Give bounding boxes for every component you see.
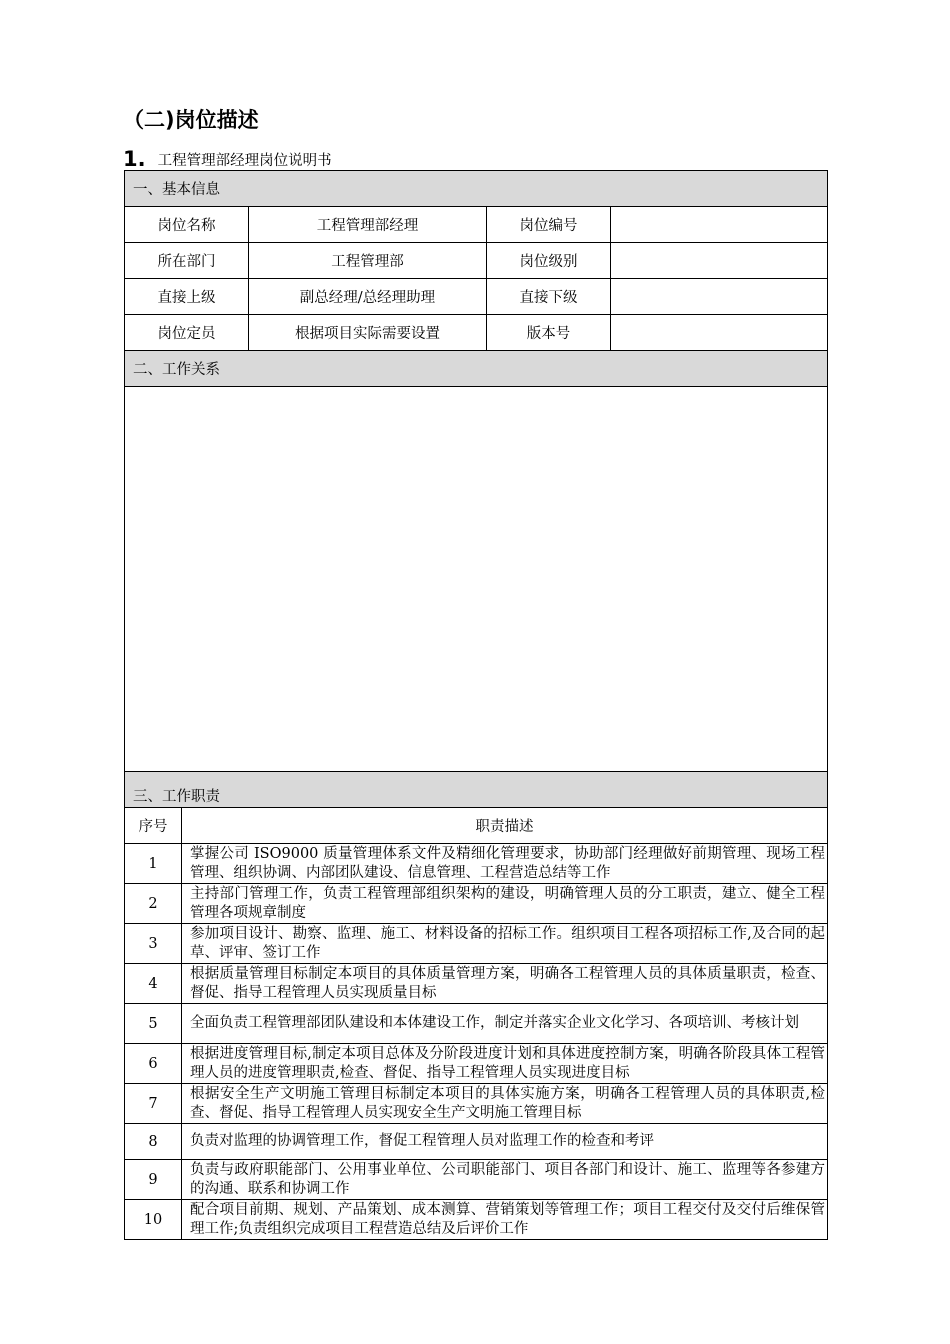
duty-text: 负责与政府职能部门、公用事业单位、公司职能部门、项目各部门和设计、施工、监理等各参建方的沟通、联系和协调工作 xyxy=(182,1160,828,1200)
duty-no: 9 xyxy=(125,1160,182,1200)
document-title xyxy=(123,147,332,171)
section-heading: （二)岗位描述 xyxy=(123,108,259,132)
duty-row xyxy=(125,1160,828,1200)
basic-info-header: 一、基本信息 xyxy=(125,171,828,207)
duty-no: 1 xyxy=(125,844,182,884)
basic-row xyxy=(125,279,828,315)
col-desc-header: 职责描述 xyxy=(182,808,828,844)
label-cell: 版本号 xyxy=(487,315,611,351)
duty-no: 4 xyxy=(125,964,182,1004)
duty-no: 5 xyxy=(125,1004,182,1044)
duty-text: 根据质量管理目标制定本项目的具体质量管理方案，明确各工程管理人员的具体质量职责，检查、督促、指导工程管理人员实现质量目标 xyxy=(182,964,828,1004)
duty-row xyxy=(125,964,828,1004)
duty-row xyxy=(125,1004,828,1044)
duty-text: 全面负责工程管理部团队建设和本体建设工作，制定并落实企业文化学习、各项培训、考核计划 xyxy=(182,1004,828,1044)
duty-row xyxy=(125,844,828,884)
value-cell xyxy=(611,207,828,243)
duty-text: 负责对监理的协调管理工作，督促工程管理人员对监理工作的检查和考评 xyxy=(182,1124,828,1160)
duty-row xyxy=(125,924,828,964)
duty-text: 根据进度管理目标,制定本项目总体及分阶段进度计划和具体进度控制方案，明确各阶段具体工程管理人员的进度管理职责,检查、督促、指导工程管理人员实现进度目标 xyxy=(182,1044,828,1084)
duties-column-header xyxy=(125,808,828,844)
label-cell: 直接上级 xyxy=(125,279,249,315)
basic-row xyxy=(125,315,828,351)
duty-text: 根据安全生产文明施工管理目标制定本项目的具体实施方案，明确各工程管理人员的具体职责,检查、督促、指导工程管理人员实现安全生产文明施工管理目标 xyxy=(182,1084,828,1124)
duty-no: 3 xyxy=(125,924,182,964)
duty-no: 7 xyxy=(125,1084,182,1124)
value-cell: 工程管理部经理 xyxy=(249,207,487,243)
duty-text: 掌握公司 ISO9000 质量管理体系文件及精细化管理要求，协助部门经理做好前期管理、现场工程管理、组织协调、内部团队建设、信息管理、工程营造总结等工作 xyxy=(182,844,828,884)
duty-text: 主持部门管理工作，负责工程管理部组织架构的建设，明确管理人员的分工职责，建立、健全工程管理各项规章制度 xyxy=(182,884,828,924)
label-cell: 岗位名称 xyxy=(125,207,249,243)
duty-row xyxy=(125,1084,828,1124)
duty-no: 2 xyxy=(125,884,182,924)
duty-no: 6 xyxy=(125,1044,182,1084)
duty-no: 8 xyxy=(125,1124,182,1160)
label-cell: 岗位定员 xyxy=(125,315,249,351)
duty-row xyxy=(125,1044,828,1084)
basic-row xyxy=(125,207,828,243)
duty-text: 参加项目设计、勘察、监理、施工、材料设备的招标工作。组织项目工程各项招标工作,及合同的起草、评审、签订工作 xyxy=(182,924,828,964)
value-cell: 根据项目实际需要设置 xyxy=(249,315,487,351)
label-cell: 岗位编号 xyxy=(487,207,611,243)
job-description-table xyxy=(124,170,828,1240)
label-cell: 所在部门 xyxy=(125,243,249,279)
value-cell: 副总经理/总经理助理 xyxy=(249,279,487,315)
title-number: 1. xyxy=(123,147,146,171)
duties-header: 三、工作职责 xyxy=(125,772,828,808)
duty-row xyxy=(125,1200,828,1240)
work-relations-content xyxy=(125,387,828,772)
col-no-header: 序号 xyxy=(125,808,182,844)
duty-row xyxy=(125,1124,828,1160)
value-cell xyxy=(611,243,828,279)
title-text: 工程管理部经理岗位说明书 xyxy=(157,153,332,169)
work-relations-header: 二、工作关系 xyxy=(125,351,828,387)
value-cell: 工程管理部 xyxy=(249,243,487,279)
value-cell xyxy=(611,279,828,315)
basic-row xyxy=(125,243,828,279)
duty-text: 配合项目前期、规划、产品策划、成本测算、营销策划等管理工作；项目工程交付及交付后维保管理工作;负责组织完成项目工程营造总结及后评价工作 xyxy=(182,1200,828,1240)
label-cell: 直接下级 xyxy=(487,279,611,315)
value-cell xyxy=(611,315,828,351)
duty-row xyxy=(125,884,828,924)
duty-no: 10 xyxy=(125,1200,182,1240)
label-cell: 岗位级别 xyxy=(487,243,611,279)
